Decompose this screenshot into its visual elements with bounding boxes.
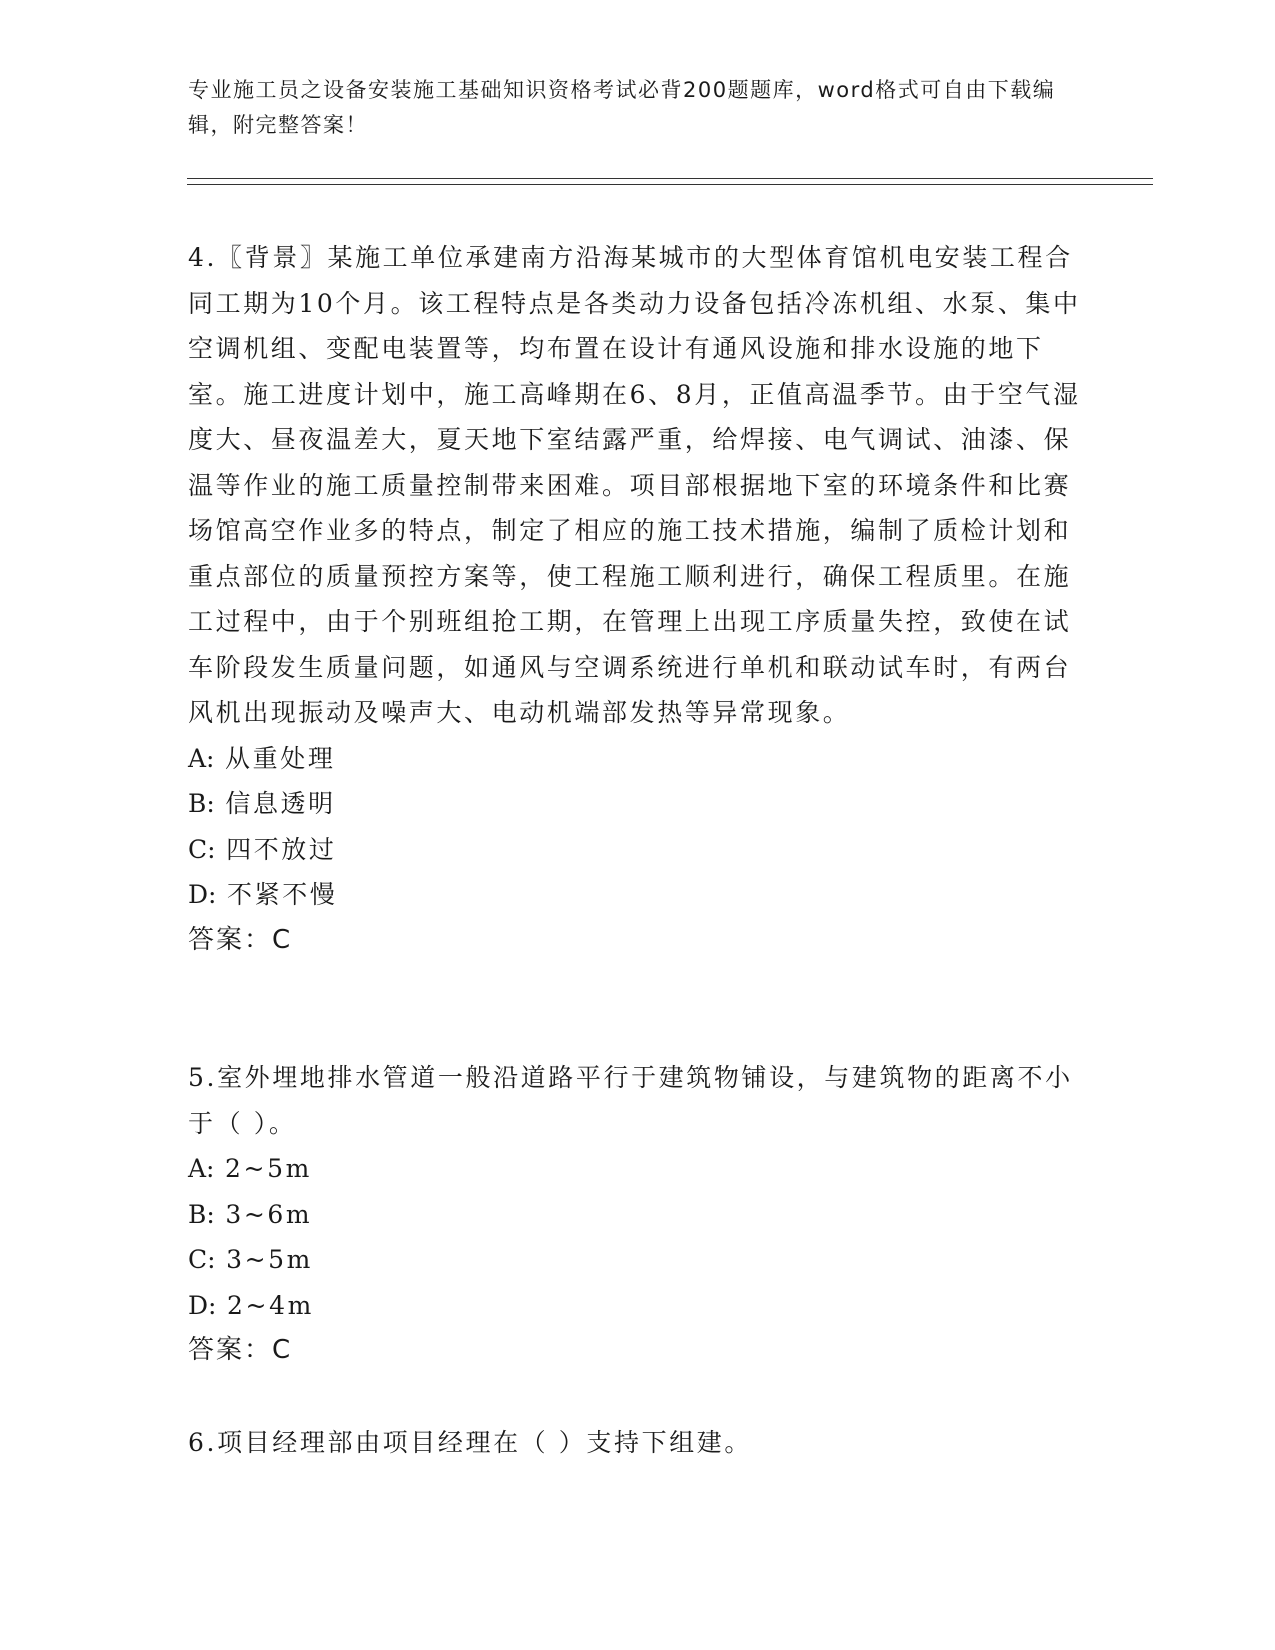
question-4-text — [188, 235, 1088, 736]
question-4-number: 4. — [188, 243, 218, 272]
question-5-number: 5. — [188, 1063, 218, 1092]
question-5-option-c: C: 3~5m — [188, 1245, 313, 1274]
question-4-option-c: C: 四不放过 — [188, 834, 337, 864]
question-5-body: 室外埋地排水管道一般沿道路平行于建筑物铺设，与建筑物的距离不小于（ ）。 — [188, 1063, 1073, 1138]
question-4-option-b: B: 信息透明 — [188, 789, 336, 818]
header-divider-bottom — [187, 184, 1153, 185]
header-divider-top — [187, 178, 1153, 179]
question-6-text — [188, 1420, 1088, 1466]
header-title: 专业施工员之设备安装施工基础知识资格考试必背200题题库，word格式可自由下载编辑，附完整答案！ — [188, 78, 1056, 137]
question-5-option-a: A: 2~5m — [188, 1154, 312, 1183]
question-6-number: 6. — [188, 1428, 218, 1457]
question-5-option-b: B: 3~6m — [188, 1199, 313, 1229]
question-4-option-a: A: 从重处理 — [188, 743, 336, 773]
question-4 — [188, 235, 1088, 963]
question-6 — [188, 1420, 1088, 1466]
question-4-body: 〖背景〗某施工单位承建南方沿海某城市的大型体育馆机电安装工程合同工期为10个月。该工程特点是各类动力设备包括冷冻机组、水泵、集中空调机组、变配电装置等，均布置在设计有通风设施和排水设施的地下室。施工进度计划中，施工高峰期在6、8月，正值高温季节。由于空气湿度大、昼夜温差大，夏天地下室结露严重，给焊接、电气调试、油漆、保温等作业的施工质量控制带来困难。项目部根据地下室的环境条件和比赛场馆高空作业多的特点，制定了相应的施工技术措施，编制了质检计划和重点部位的质量预控方案等，使工程施工顺利进行，确保工程质里。在施工过程中，由于个别班组抢工期，在管理上出现工序质量失控，致使在试车阶段发生质量问题，如通风与空调系统进行单机和联动试车时，有两台风机出现振动及噪声大、电动机端部发热等异常现象。 — [188, 243, 1081, 727]
question-5-option-d: D: 2~4m — [188, 1290, 314, 1320]
question-5 — [188, 1055, 1088, 1374]
question-6-body: 项目经理部由项目经理在（ ）支持下组建。 — [217, 1428, 753, 1457]
question-5-text — [188, 1055, 1088, 1146]
question-4-option-d: D: 不紧不慢 — [188, 880, 338, 909]
document-header — [188, 73, 1068, 143]
question-5-answer: 答案：C — [188, 1335, 293, 1365]
question-4-answer: 答案：C — [188, 924, 293, 955]
